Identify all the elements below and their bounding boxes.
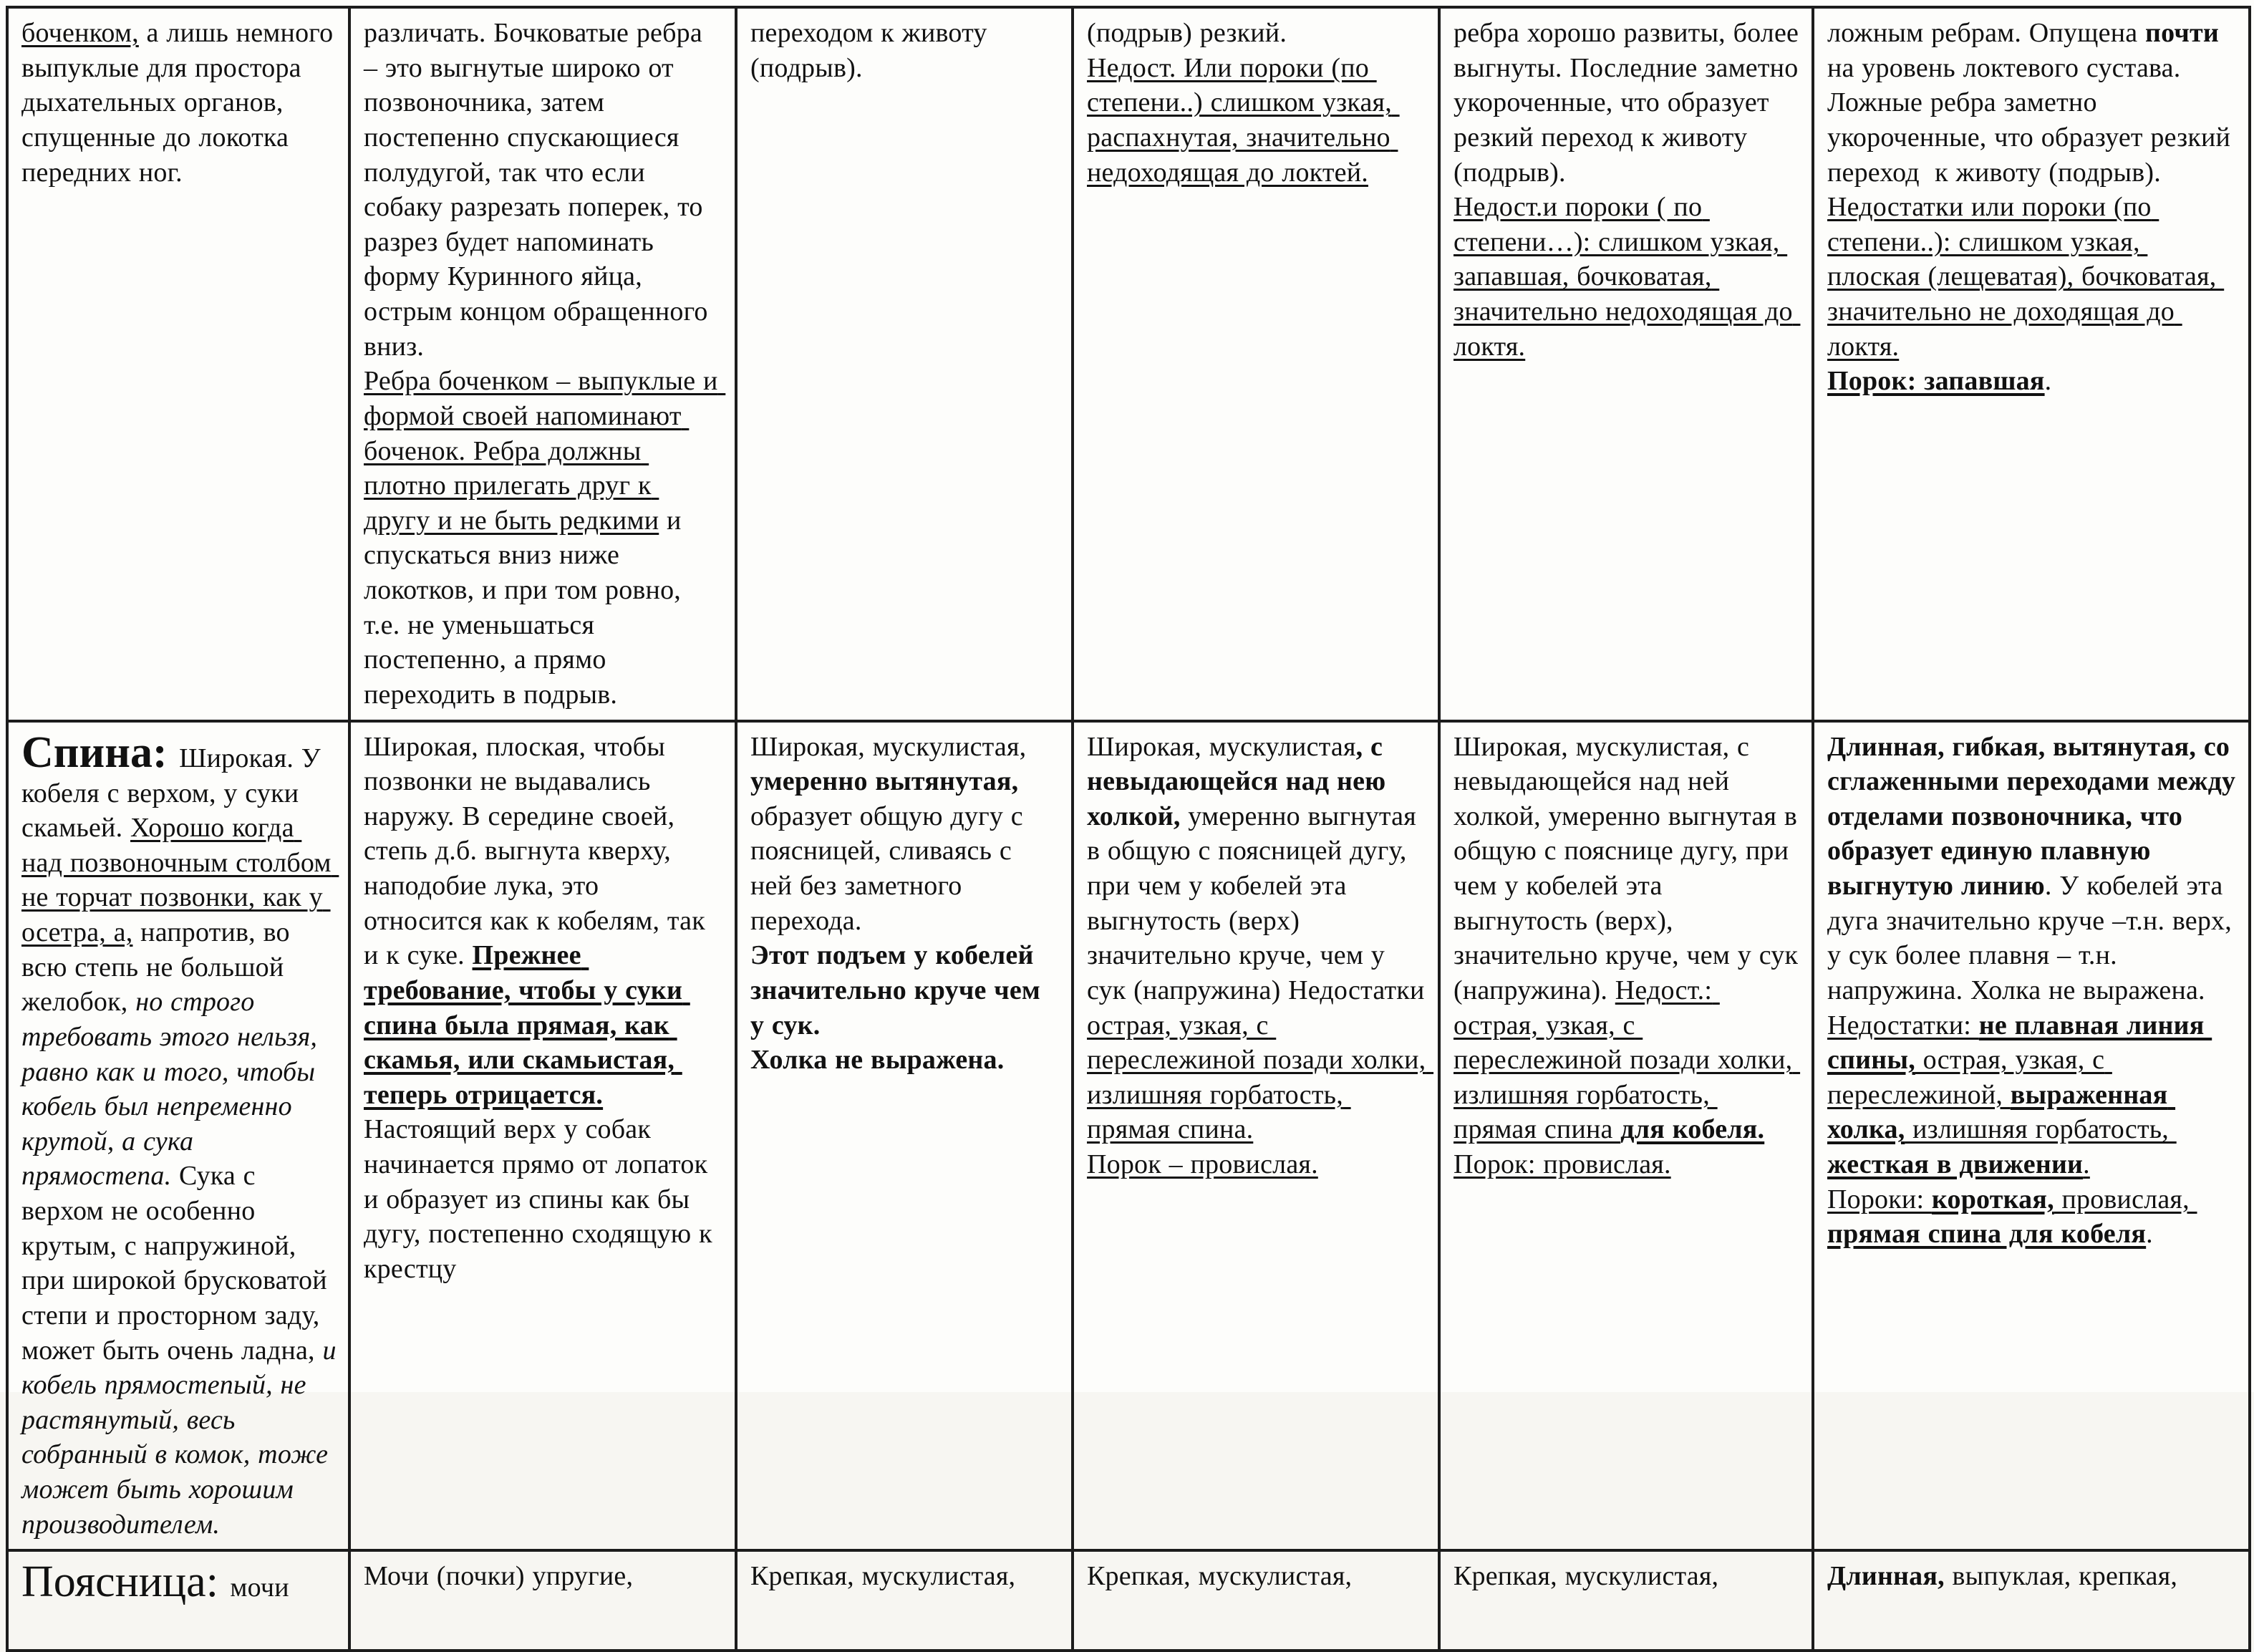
- table-cell: ложным ребрам. Опущена почти на уровень локтевого сустава. Ложные ребра заметно укороченные, что образует резкий переход к животу (подрыв). Недостатки или пороки (по степени..): слишком узкая, плоская (лещеватая), бочковатая, значительно не доходящая до локтя. Порок: запавшая.: [1813, 7, 2250, 721]
- table-cell: Широкая, мускулистая, с невыдающейся над ней холкой, умеренно выгнутая в общую с пояснице дугу, при чем у кобелей эта выгнутость (верх), значительно круче, чем у сук (напружина). Недост.: острая, узкая, с переслежиной позади холки, излишняя горбатость, прямая спина для кобеля. Порок: провислая.: [1439, 721, 1813, 1551]
- table-cell: Мочи (почки) упругие,: [349, 1550, 736, 1651]
- table-cell: Крепкая, мускулистая,: [1073, 1550, 1439, 1651]
- table-cell: Длинная, выпуклая, крепкая,: [1813, 1550, 2250, 1651]
- table-cell: переходом к животу (подрыв).: [736, 7, 1073, 721]
- table-cell: Крепкая, мускулистая,: [1439, 1550, 1813, 1651]
- table-cell: боченком, а лишь немного выпуклые для простора дыхательных органов, спущенные до локотка передних ног.: [7, 7, 349, 721]
- table-cell: Поясница: мочи: [7, 1550, 349, 1651]
- table-row-ribs-continued: [7, 7, 2250, 721]
- table-cell: Широкая, плоская, чтобы позвонки не выдавались наружу. В середине своей, степь д.б. выгнута кверху, наподобие лука, это относится как к кобелям, так и к суке. Прежнее требование, чтобы у суки спина была прямая, как скамья, или скамьистая, теперь отрицается. Настоящий верх у собак начинается прямо от лопаток и образует из спины как бы дугу, постепенно сходящую к крестцу: [349, 721, 736, 1551]
- table-row-loin: [7, 1550, 2250, 1651]
- table-cell: ребра хорошо развиты, более выгнуты. Последние заметно укороченные, что образует резкий переход к животу (подрыв). Недост.и пороки ( по степени…): слишком узкая, запавшая, бочковатая, значительно недоходящая до локтя.: [1439, 7, 1813, 721]
- table-cell: Длинная, гибкая, вытянутая, со сглаженными переходами между отделами позвоночника, что образует единую плавную выгнутую линию. У кобелей эта дуга значительно круче –т.н. верх, у сук более плавня – т.н. напружина. Холка не выражена. Недостатки: не плавная линия спины, острая, узкая, с переслежиной, выраженная холка, излишняя горбатость, жесткая в движении. Пороки: короткая, провислая, прямая спина для кобеля.: [1813, 721, 2250, 1551]
- table-cell: Спина: Широкая. У кобеля с верхом, у суки скамьей. Хорошо когда над позвоночным столбом не торчат позвонки, как у осетра, а, напротив, во всю степь не большой желобок, но строго требовать этого нельзя, равно как и того, чтобы кобель был непременно крутой, а сука прямостепа. Сука с верхом не особенно крутым, с напружиной, при широкой брусковатой степи и просторном заду, может быть очень ладна, и кобель прямостепый, не растянутый, весь собранный в комок, тоже может быть хорошим производителем.: [7, 721, 349, 1551]
- table-row-back: [7, 721, 2250, 1551]
- table-cell: Крепкая, мускулистая,: [736, 1550, 1073, 1651]
- table-cell: Широкая, мускулистая, с невыдающейся над нею холкой, умеренно выгнутая в общую с поясницей дугу, при чем у кобелей эта выгнутость (верх) значительно круче, чем у сук (напружина) Недостатки острая, узкая, с переслежиной позади холки, излишняя горбатость, прямая спина. Порок – провислая.: [1073, 721, 1439, 1551]
- table-cell: (подрыв) резкий. Недост. Или пороки (по степени..) слишком узкая, распахнутая, значительно недоходящая до локтей.: [1073, 7, 1439, 721]
- table-cell: Широкая, мускулистая, умеренно вытянутая, образует общую дугу с поясницей, сливаясь с ней без заметного перехода. Этот подъем у кобелей значительно круче чем у сук. Холка не выражена.: [736, 721, 1073, 1551]
- breed-standard-table: [6, 6, 2251, 1652]
- table-cell: различать. Бочковатые ребра – это выгнутые широко от позвоночника, затем постепенно спускающиеся полудугой, так что если собаку разрезать поперек, то разрез будет напоминать форму Куринного яйца, острым концом обращенного вниз. Ребра боченком – выпуклые и формой своей напоминают боченок. Ребра должны плотно прилегать друг к другу и не быть редкими и спускаться вниз ниже локотков, и при том ровно, т.е. не уменьшаться постепенно, а прямо переходить в подрыв.: [349, 7, 736, 721]
